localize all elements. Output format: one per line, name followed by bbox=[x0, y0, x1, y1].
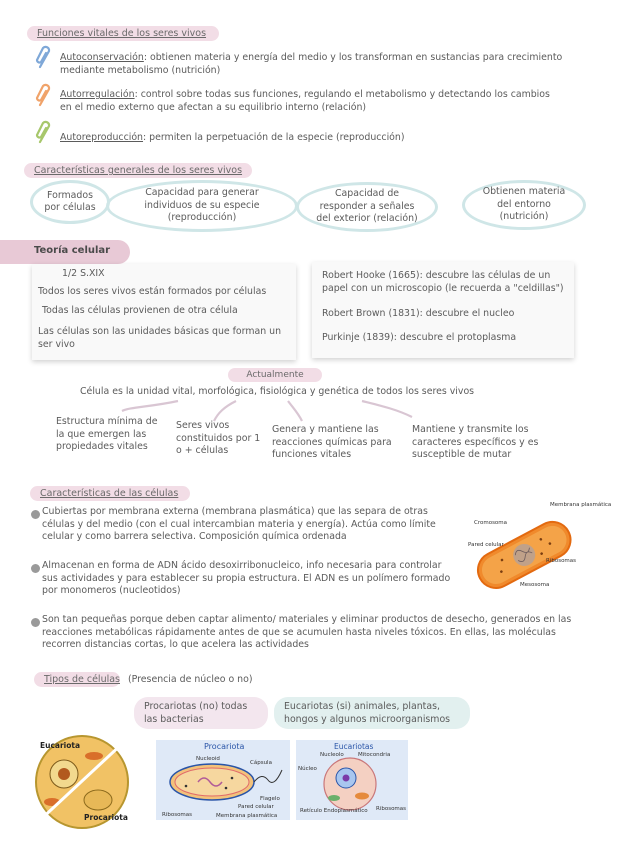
oval-nutricion: Obtienen materia del entorno (nutrición) bbox=[462, 180, 586, 230]
label-procariota: Procariota bbox=[84, 813, 128, 822]
vital-item-3: Autoreproducción: permiten la perpetuación de la especie (reproducción) bbox=[60, 132, 405, 143]
teoria-card-left bbox=[32, 264, 296, 360]
bullet-2 bbox=[31, 564, 40, 573]
euc-ribosomas: Ribosomas bbox=[376, 806, 407, 812]
history-brown: Robert Brown (1831): descubre el nucleo bbox=[322, 308, 515, 319]
branch-3: Genera y mantiene las reacciones químicas para funciones vitales bbox=[272, 424, 392, 460]
eucariota-diagram bbox=[296, 740, 408, 820]
branch-1: Estructura mínima de la que emergen las propiedades vitales bbox=[56, 416, 158, 452]
tipos-note: (Presencia de núcleo o no) bbox=[128, 674, 253, 685]
label-membrana: Membrana plasmática bbox=[550, 502, 612, 508]
pro-pared: Pared celular bbox=[238, 804, 274, 810]
pro-nucleoid: Nucleoid bbox=[196, 756, 220, 762]
bacteria-diagram bbox=[466, 500, 612, 592]
branch-4: Mantiene y transmite los caracteres específicos y es susceptible de mutar bbox=[412, 424, 539, 460]
euc-title: Eucariotas bbox=[334, 742, 374, 751]
history-hooke: Robert Hooke (1665): descubre las células de un papel con un microscopio (le recuerda a "celdillas") bbox=[322, 270, 564, 294]
teoria-postulate-3: Las células son las unidades básicas que forman un ser vivo bbox=[38, 326, 282, 350]
caract-point-1: Cubiertas por membrana externa (membrana plasmática) que las separa de otras células y del medio (con el cual intercambian materia y energía). Actúa como límite celular y como barrera selectiva. Composición química ordenada bbox=[42, 506, 436, 542]
oval-reproduccion: Capacidad para generar individuos de su especie (reproducción) bbox=[106, 180, 298, 232]
oval-formados: Formados por células bbox=[30, 180, 110, 224]
pro-membrana: Membrana plasmática bbox=[216, 813, 278, 819]
caract-point-3: Son tan pequeñas porque deben captar alimento/ materiales y eliminar productos de desecho, generados en las reacciones metabólicas rápidamente antes de que se acumulen hasta niveles tóxicos. En ellas, las moléculas recorren distancias cortas, lo que acelera las actividades bbox=[42, 614, 572, 650]
euc-mitocondria: Mitocondria bbox=[358, 752, 391, 758]
teoria-postulate-1: Todos los seres vivos están formados por células bbox=[38, 286, 267, 297]
cell-comparison-image bbox=[34, 734, 130, 830]
teoria-postulate-2: Todas las células provienen de otra célula bbox=[42, 305, 238, 316]
caract-point-2: Almacenan en forma de ADN ácido desoxirribonucleico, info necesaria para controlar sus actividades y para establecer su propia estructura. El ADN es un polímero formado por monomeros (nucleotidos) bbox=[42, 560, 451, 596]
bullet-1 bbox=[31, 510, 40, 519]
paperclip-blue-icon bbox=[35, 45, 53, 71]
teoria-title: Teoría celular bbox=[34, 245, 111, 256]
bubble-eucariotas: Eucariotas (si) animales, plantas, hongos y algunos microorganismos bbox=[274, 697, 470, 729]
euc-nucleo: Núcleo bbox=[298, 766, 317, 772]
history-purkinje: Purkinje (1839): descubre el protoplasma bbox=[322, 332, 517, 343]
actual-label: Actualmente bbox=[228, 368, 322, 382]
label-mesosoma: Mesosoma bbox=[520, 582, 550, 588]
section-title-general: Características generales de los seres vivos bbox=[24, 163, 252, 178]
label-eucariota: Eucariota bbox=[40, 741, 81, 750]
pro-capsula: Cápsula bbox=[250, 760, 272, 766]
teoria-century: 1/2 S.XIX bbox=[62, 268, 105, 279]
branch-2: Seres vivos constituidos por 1 o + células bbox=[176, 420, 261, 456]
paperclip-orange-icon bbox=[35, 83, 53, 109]
euc-nucleolo: Nucleolo bbox=[320, 752, 344, 758]
section-title-caract: Características de las células bbox=[30, 486, 190, 501]
vital-item-1: Autoconservación: obtienen materia y energía del medio y los transforman en sustancias para crecimiento mediante metabolismo (nutrición) bbox=[60, 52, 563, 76]
vital-item-2: Autorregulación: control sobre todas sus funciones, regulando el metabolismo y detectando los cambios en el medio externo que afectan a su equilibrio interno (relación) bbox=[60, 89, 550, 113]
label-pared: Pared celular bbox=[468, 542, 504, 548]
bullet-3 bbox=[31, 618, 40, 627]
oval-relacion: Capacidad de responder a señales del exterior (relación) bbox=[296, 182, 438, 232]
bubble-procariotas: Procariotas (no) todas las bacterias bbox=[134, 697, 268, 729]
actual-definition: Célula es la unidad vital, morfológica, fisiológica y genética de todos los seres vivos bbox=[80, 386, 475, 397]
euc-reticulo: Retículo Endoplasmático bbox=[300, 808, 368, 814]
pro-flagelo: Flagelo bbox=[260, 796, 280, 802]
teoria-banner bbox=[0, 240, 130, 264]
label-ribosomas: Ribosomas bbox=[546, 558, 577, 564]
section-title-tipos: Tipos de células bbox=[34, 672, 120, 687]
teoria-card-right bbox=[312, 262, 574, 358]
paperclip-green-icon bbox=[35, 120, 53, 146]
pro-title: Procariota bbox=[204, 742, 245, 751]
section-title-vital: Funciones vitales de los seres vivos bbox=[27, 26, 219, 41]
procariota-diagram bbox=[156, 740, 290, 820]
pro-ribosomas: Ribosomas bbox=[162, 812, 193, 818]
label-cromosoma: Cromosoma bbox=[474, 520, 508, 526]
